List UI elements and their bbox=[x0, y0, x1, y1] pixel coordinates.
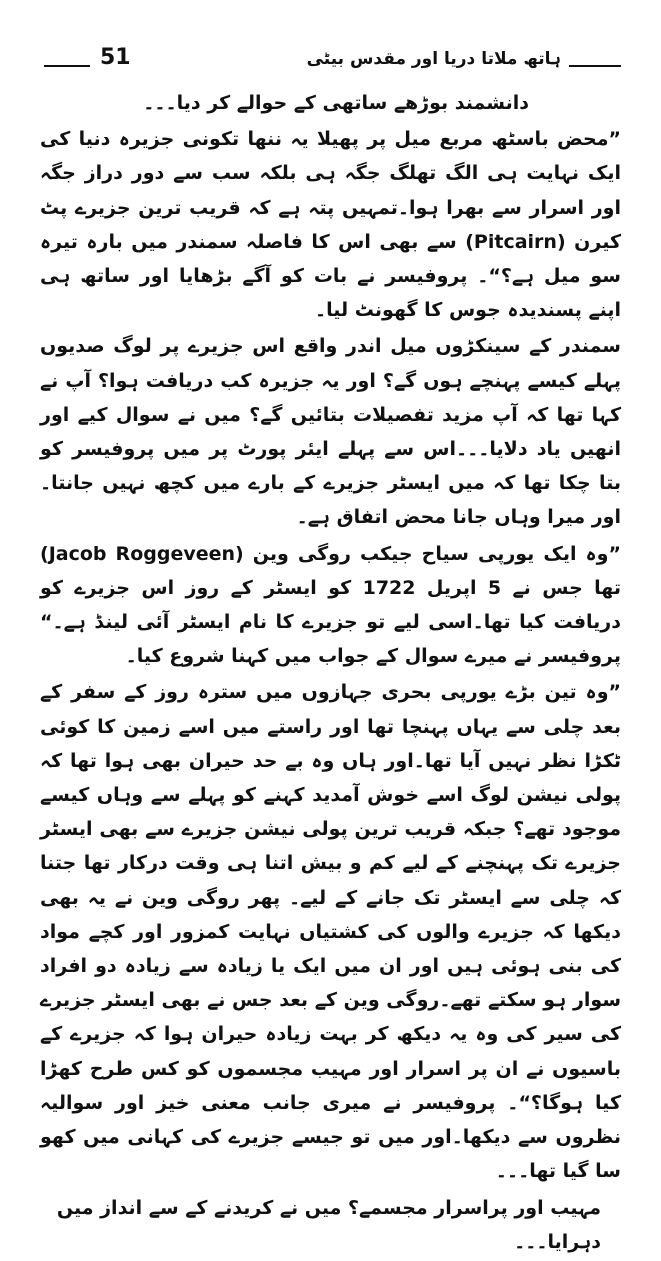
header-rule-left bbox=[44, 65, 90, 67]
body-text bbox=[40, 86, 621, 1261]
page-header bbox=[44, 44, 621, 74]
paragraph-5: ”وہ تین بڑے یورپی بحری جہازوں میں سترہ روز کے سفر کے بعد چلی سے یہاں پہنچا تھا اور راستے میں اسے زمین کا کوئی ٹکڑا نظر نہیں آیا تھا۔اور ہاں وہ بے حد حیران بھی ہوا تھا کہ پولی نیشن لوگ اسے خوش آمدید کہنے کو پہلے سے وہاں کیسے موجود تھے؟ جبکہ قریب ترین پولی نیشن جزیرے سے بھی ایسٹر جزیرے تک پہنچنے کے لیے کم و بیش اتنا ہی وقت درکار تھا جتنا کہ چلی سے ایسٹر تک جانے کے لیے۔ پھر روگی وین نے یہ بھی دیکھا کہ جزیرے والوں کی کشتیاں نہایت کمزور اور کچے مواد کی بنی ہوئی ہیں اور ان میں ایک یا زیادہ سے زیادہ دو افراد سوار ہو سکتے تھے۔روگی وین کے بعد جس نے بھی ایسٹر جزیرے کی سیر کی وہ یہ دیکھ کر بہت زیادہ حیران ہوا کہ جزیرے کے باسیوں نے ان پر اسرار اور مہیب مجسموں کو کس طرح کھڑا کیا ہوگا؟“۔ پروفیسر نے میری جانب معنی خیز اور سوالیہ نظروں سے دیکھا۔اور میں تو جیسے جزیرے کی کہانی میں کھو سا گیا تھا۔۔۔ bbox=[40, 681, 621, 1183]
header-rule-right bbox=[569, 65, 621, 67]
paragraph-3: سمندر کے سینکڑوں میل اندر واقع اس جزیرے پر لوگ صدیوں پہلے کیسے پہنچے ہوں گے؟ اور یہ جزیرہ کب دریافت ہوا؟ آپ نے کہا تھا کہ آپ مزید تفصیلات بتائیں گے؟ میں نے سوال کیے اور انھیں یاد دلایا۔۔۔اس سے پہلے ایئر پورٹ پر میں پروفیسر کو بتا چکا تھا کہ میں ایسٹر جزیرے کے بارے میں کچھ نہیں جانتا۔اور میرا وہاں جانا محض اتفاق ہے۔ bbox=[40, 335, 621, 529]
paragraph-1: دانشمند بوڑھے ساتھی کے حوالے کر دیا۔۔۔ bbox=[143, 92, 529, 114]
running-title: ہاتھ ملاتا دریا اور مقدس بیٹی bbox=[306, 49, 561, 69]
page-number: 51 bbox=[100, 45, 131, 70]
paragraph-2: ”محض باسٹھ مربع میل پر پھیلا یہ ننھا تکونی جزیرہ دنیا کی ایک نہایت ہی الگ تھلگ جگہ ہی بلکہ سب سے دور دراز جگہ اور اسرار سے بھرا ہوا۔تمہیں پتہ ہے کہ قریب ترین جزیرے پٹ کیرن (Pitcairn) سے بھی اس کا فاصلہ سمندر میں بارہ تیرہ سو میل ہے؟“۔ پروفیسر نے بات کو آگے بڑھایا اور ساتھ ہی اپنے پسندیدہ جوس کا گھونٹ لیا۔ bbox=[40, 128, 622, 322]
paragraph-6: مہیب اور پراسرار مجسمے؟ میں نے کریدنے کے سے انداز میں دہرایا۔۔۔ bbox=[56, 1196, 601, 1253]
paragraph-4: ”وہ ایک یورپی سیاح جیکب روگی وین (Jacob Roggeveen) تھا جس نے 5 اپریل 1722 کو ایسٹر کے روز اس جزیرے کو دریافت کیا تھا۔اسی لیے تو جزیرے کا نام ایسٹر آئی لینڈ ہے۔“ پروفیسر نے میرے سوال کے جواب میں کہنا شروع کیا۔ bbox=[40, 542, 621, 668]
